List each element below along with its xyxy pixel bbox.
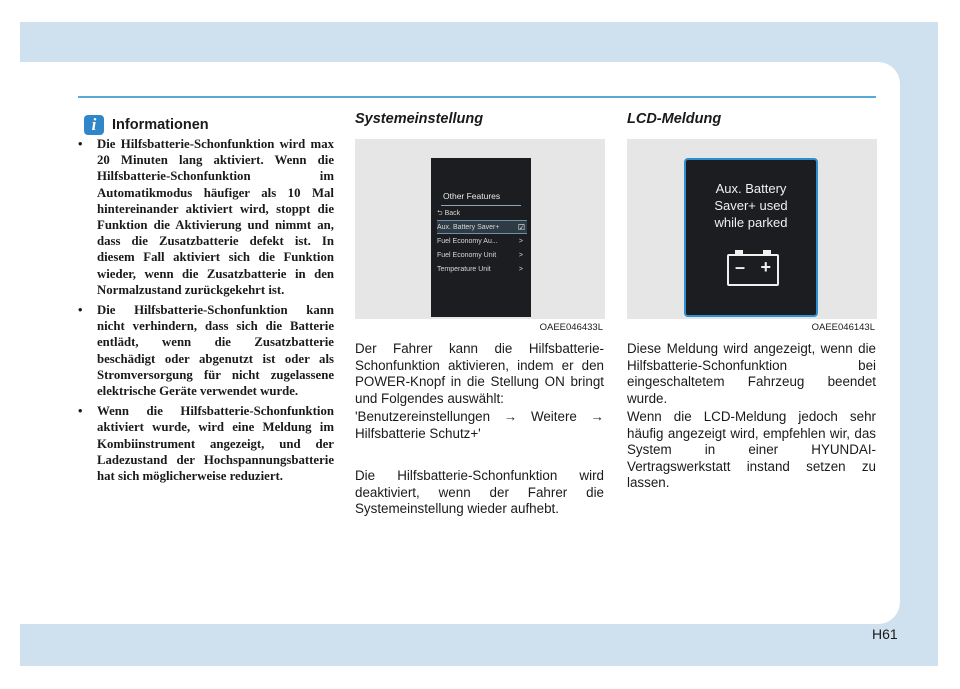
system-setting-paragraph-2: 'Benutzereinstellungen → Weitere → Hilfsbatterie Schutz+'	[355, 409, 604, 441]
lcd-message-text	[686, 180, 816, 231]
list-item	[78, 136, 334, 298]
system-setting-paragraph-1: Der Fahrer kann die Hilfsbatterie-Schonfunktion aktivieren, indem er den POWER-Knopf in die Stellung ON bringt und Folgendes auswählt:	[355, 341, 604, 406]
bullet-text: Die Hilfsbatterie-Schonfunktion wird max 20 Minuten lang aktiviert. Wenn die Hilfsbatterie-Schonfunktion im Automatikmodus häufiger als 10 Mal hintereinander aktiviert wird, stoppt die Funktion die Aktivierung und nimmt an, dass die Zusatzbatterie defekt ist. In diesem Fall aktiviert sich die Funktion wieder, wenn die Zusatzbatterie in den Normalzustand zurückgekehrt ist.	[97, 137, 334, 297]
battery-icon	[727, 254, 779, 286]
settings-screen	[431, 158, 531, 317]
menu-item-label: Fuel Economy Au...	[437, 238, 498, 245]
chevron-right-icon: >	[518, 238, 523, 245]
back-arrow-icon: ⮌	[437, 210, 443, 217]
system-setting-title: Systemeinstellung	[355, 111, 484, 127]
header-rule	[78, 96, 876, 98]
menu-item-temperature-unit	[437, 263, 527, 277]
list-item	[78, 403, 334, 484]
lcd-line: Aux. Battery	[715, 181, 787, 196]
menu-item-fuel-economy-unit	[437, 249, 527, 263]
figure-code: OAEE046433L	[539, 322, 603, 333]
system-setting-paragraph-3: Die Hilfsbatterie-Schonfunktion wird deaktiviert, wenn der Fahrer die Systemeinstellung wieder aufhebt.	[355, 468, 604, 516]
plus-sign: +	[760, 257, 771, 277]
menu-item-fuel-economy-auto	[437, 235, 527, 249]
menu-item-aux-battery-saver	[437, 220, 527, 234]
lcd-message-title: LCD-Meldung	[627, 111, 722, 127]
back-item	[437, 207, 527, 221]
bullet-marker: •	[78, 404, 83, 419]
info-title: Informationen	[112, 117, 209, 133]
info-bullets	[78, 136, 334, 488]
battery-terminal	[763, 250, 771, 254]
menu-item-label: Fuel Economy Unit	[437, 252, 497, 259]
lcd-line: while parked	[714, 215, 788, 230]
bullet-text: Wenn die Hilfsbatterie-Schonfunktion aktiviert wurde, wird eine Meldung im Kombiinstrument angezeigt, und der Ladezustand der Hochspannungsbatterie hat sich möglicherweise reduziert.	[97, 404, 334, 484]
lcd-line: Saver+ used	[714, 198, 788, 213]
minus-sign: –	[735, 257, 746, 277]
menu-item-label: Temperature Unit	[437, 266, 491, 273]
list-item	[78, 302, 334, 399]
lcd-message-screen	[684, 158, 818, 317]
checkbox-checked-icon: ☑	[517, 223, 525, 232]
figure-code: OAEE046143L	[811, 322, 875, 333]
chevron-right-icon: >	[518, 266, 523, 273]
info-icon: i	[84, 115, 104, 135]
battery-terminal	[735, 250, 743, 254]
lcd-message-paragraph-2: Wenn die LCD-Meldung jedoch sehr häufig angezeigt wird, empfehlen wir, das System in einer HYUNDAI-Vertragswerkstatt instand setzen zu lassen.	[627, 409, 876, 490]
chevron-right-icon: >	[518, 252, 523, 259]
page-number: H61	[872, 626, 898, 642]
screen-title: Other Features	[443, 191, 501, 201]
bullet-text: Die Hilfsbatterie-Schonfunktion kann nicht verhindern, dass sich die Batterie entlädt, wenn die Zusatzbatterie beschädigt oder abgenutzt ist oder als Stromversorgung für nicht zugelassene elektrische Geräte verwendet wurde.	[97, 303, 334, 399]
bullet-marker: •	[78, 303, 83, 318]
bullet-marker: •	[78, 137, 83, 151]
lcd-message-paragraph-1: Diese Meldung wird angezeigt, wenn die Hilfsbatterie-Schonfunktion bei eingeschaltetem Fahrzeug beendet wurde.	[627, 341, 876, 406]
menu-item-label: Aux. Battery Saver+	[437, 224, 500, 231]
back-label: Back	[444, 210, 461, 217]
divider	[441, 205, 521, 206]
info-heading	[84, 115, 209, 135]
